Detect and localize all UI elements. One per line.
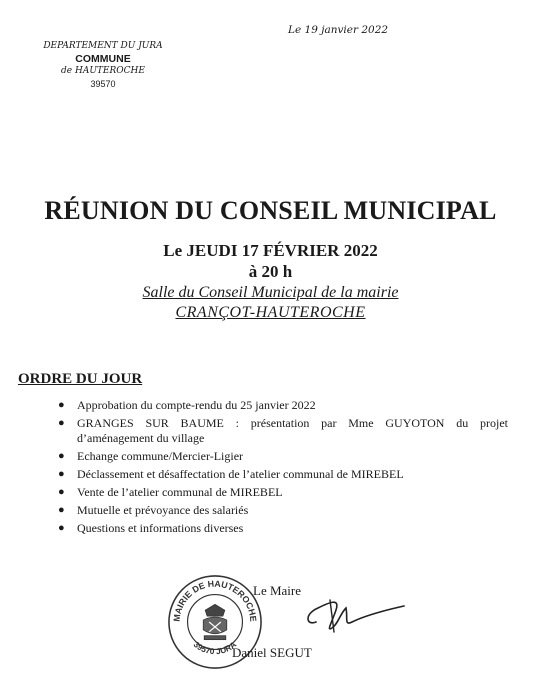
agenda-item <box>56 449 508 464</box>
letter-date: Le 19 janvier 2022 <box>288 24 389 36</box>
handwritten-signature <box>286 592 406 638</box>
agenda-list <box>56 398 508 539</box>
agenda-item <box>56 521 508 536</box>
mayor-name: Daniel SEGUT <box>232 645 312 660</box>
meeting-place-line1: Salle du Conseil Municipal de la mairie <box>142 284 399 301</box>
agenda-item-text: Mutuelle et prévoyance des salariés <box>77 503 249 517</box>
agenda-item-text: Déclassement et désaffectation de l’atelier communal de MIREBEL <box>77 467 404 481</box>
town-name: de HAUTEROCHE <box>61 66 145 76</box>
agenda-item-text: Vente de l’atelier communal de MIREBEL <box>77 485 283 499</box>
meeting-place-line2: CRANÇOT-HAUTEROCHE <box>175 304 366 321</box>
agenda-title: ORDRE DU JOUR <box>18 371 143 387</box>
bullet-icon: ● <box>58 399 65 411</box>
agenda-item <box>56 398 508 413</box>
bullet-icon: ● <box>58 468 65 480</box>
department-name: DEPARTEMENT DU JURA <box>43 41 163 51</box>
agenda-item-text: Approbation du compte-rendu du 25 janvier 2022 <box>77 398 316 412</box>
agenda-item <box>56 467 508 482</box>
bullet-icon: ● <box>58 417 65 429</box>
bullet-icon: ● <box>58 450 65 462</box>
stamp-emblem <box>203 604 227 639</box>
agenda-item <box>56 503 508 518</box>
stamp-ring-top: MAIRIE DE HAUTEROCHE <box>171 578 259 623</box>
agenda-item-text: Questions et informations diverses <box>77 521 244 535</box>
document-title: RÉUNION DU CONSEIL MUNICIPAL <box>44 196 497 225</box>
postcode: 39570 <box>90 78 116 89</box>
agenda-item-text: Echange commune/Mercier-Ligier <box>77 449 244 463</box>
municipality-header <box>28 40 178 90</box>
agenda-item-text: GRANGES SUR BAUME : présentation par Mme GUYOTON du projet d’aménagement du village <box>77 416 508 445</box>
bullet-icon: ● <box>58 504 65 516</box>
meeting-time: à 20 h <box>248 262 293 281</box>
bullet-icon: ● <box>58 522 65 534</box>
mayor-title: Le Maire <box>253 583 302 598</box>
bullet-icon: ● <box>58 486 65 498</box>
commune-label: COMMUNE <box>75 52 131 65</box>
meeting-date: Le JEUDI 17 FÉVRIER 2022 <box>163 241 378 260</box>
agenda-item <box>56 485 508 500</box>
stamp-ring-bottom: 39570 JURA <box>191 639 239 657</box>
agenda-item <box>56 416 508 446</box>
